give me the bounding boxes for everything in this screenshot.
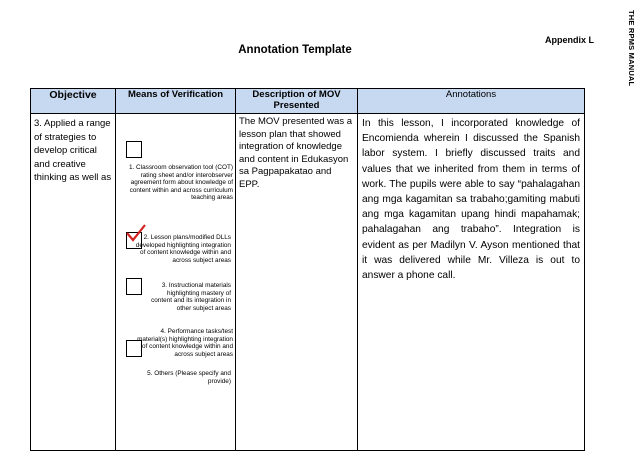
annotation-cell: In this lesson, I incorporated knowledge of Encomienda wherein I discussed the Spanish labor system. I briefly discussed traits and values that we inherited from them in terms of work. The pupils were able to say “pahalagahan ang mga kagamitan sa trabaho;gamiting mabuti ang mga kagamitan upang hindi mapahamak; pahalagahan ang trabaho”. Integration is evident as per Madilyn V. Ayson mentioned that it was delivered while Mr. Villeza is out to answer a phone call. (358, 114, 585, 451)
means-item-4: 4. Performance tasks/test material(s) highlighting integration of content knowledge within and across subject areas (137, 328, 233, 358)
manual-side-label: THE RPMS MANUAL (627, 10, 636, 87)
means-item-5: 5. Others (Please specify and provide) (147, 370, 231, 385)
objective-cell: 3. Applied a range of strategies to develop critical and creative thinking as well as (31, 114, 116, 451)
header-means: Means of Verification (116, 89, 236, 114)
header-annotations: Annotations (358, 89, 585, 114)
description-cell: The MOV presented was a lesson plan that showed integration of knowledge and content in Edukasyon sa Pagpapakatao and EPP. (236, 114, 358, 451)
checkbox-instructional[interactable] (126, 278, 142, 295)
means-cell (116, 114, 236, 451)
checkbox-cot[interactable] (126, 141, 142, 158)
header-row (31, 89, 585, 114)
header-objective: Objective (31, 89, 116, 114)
header-description: Description of MOV Presented (236, 89, 358, 114)
means-item-3: 3. Instructional materials highlighting mastery of content and its integration in other subject areas (151, 282, 231, 312)
table-row (31, 114, 585, 451)
appendix-label: Appendix L (545, 35, 594, 45)
means-item-1: 1. Classroom observation tool (COT) rating sheet and/or interobserver agreement form about knowledge of content within and across curriculum teaching areas (128, 164, 233, 202)
annotation-table (30, 88, 585, 451)
page-title: Annotation Template (238, 44, 352, 56)
means-item-2: 2. Lesson plans/modified DLLs developed highlighting integration of content knowledge within and across subject areas (135, 234, 231, 264)
